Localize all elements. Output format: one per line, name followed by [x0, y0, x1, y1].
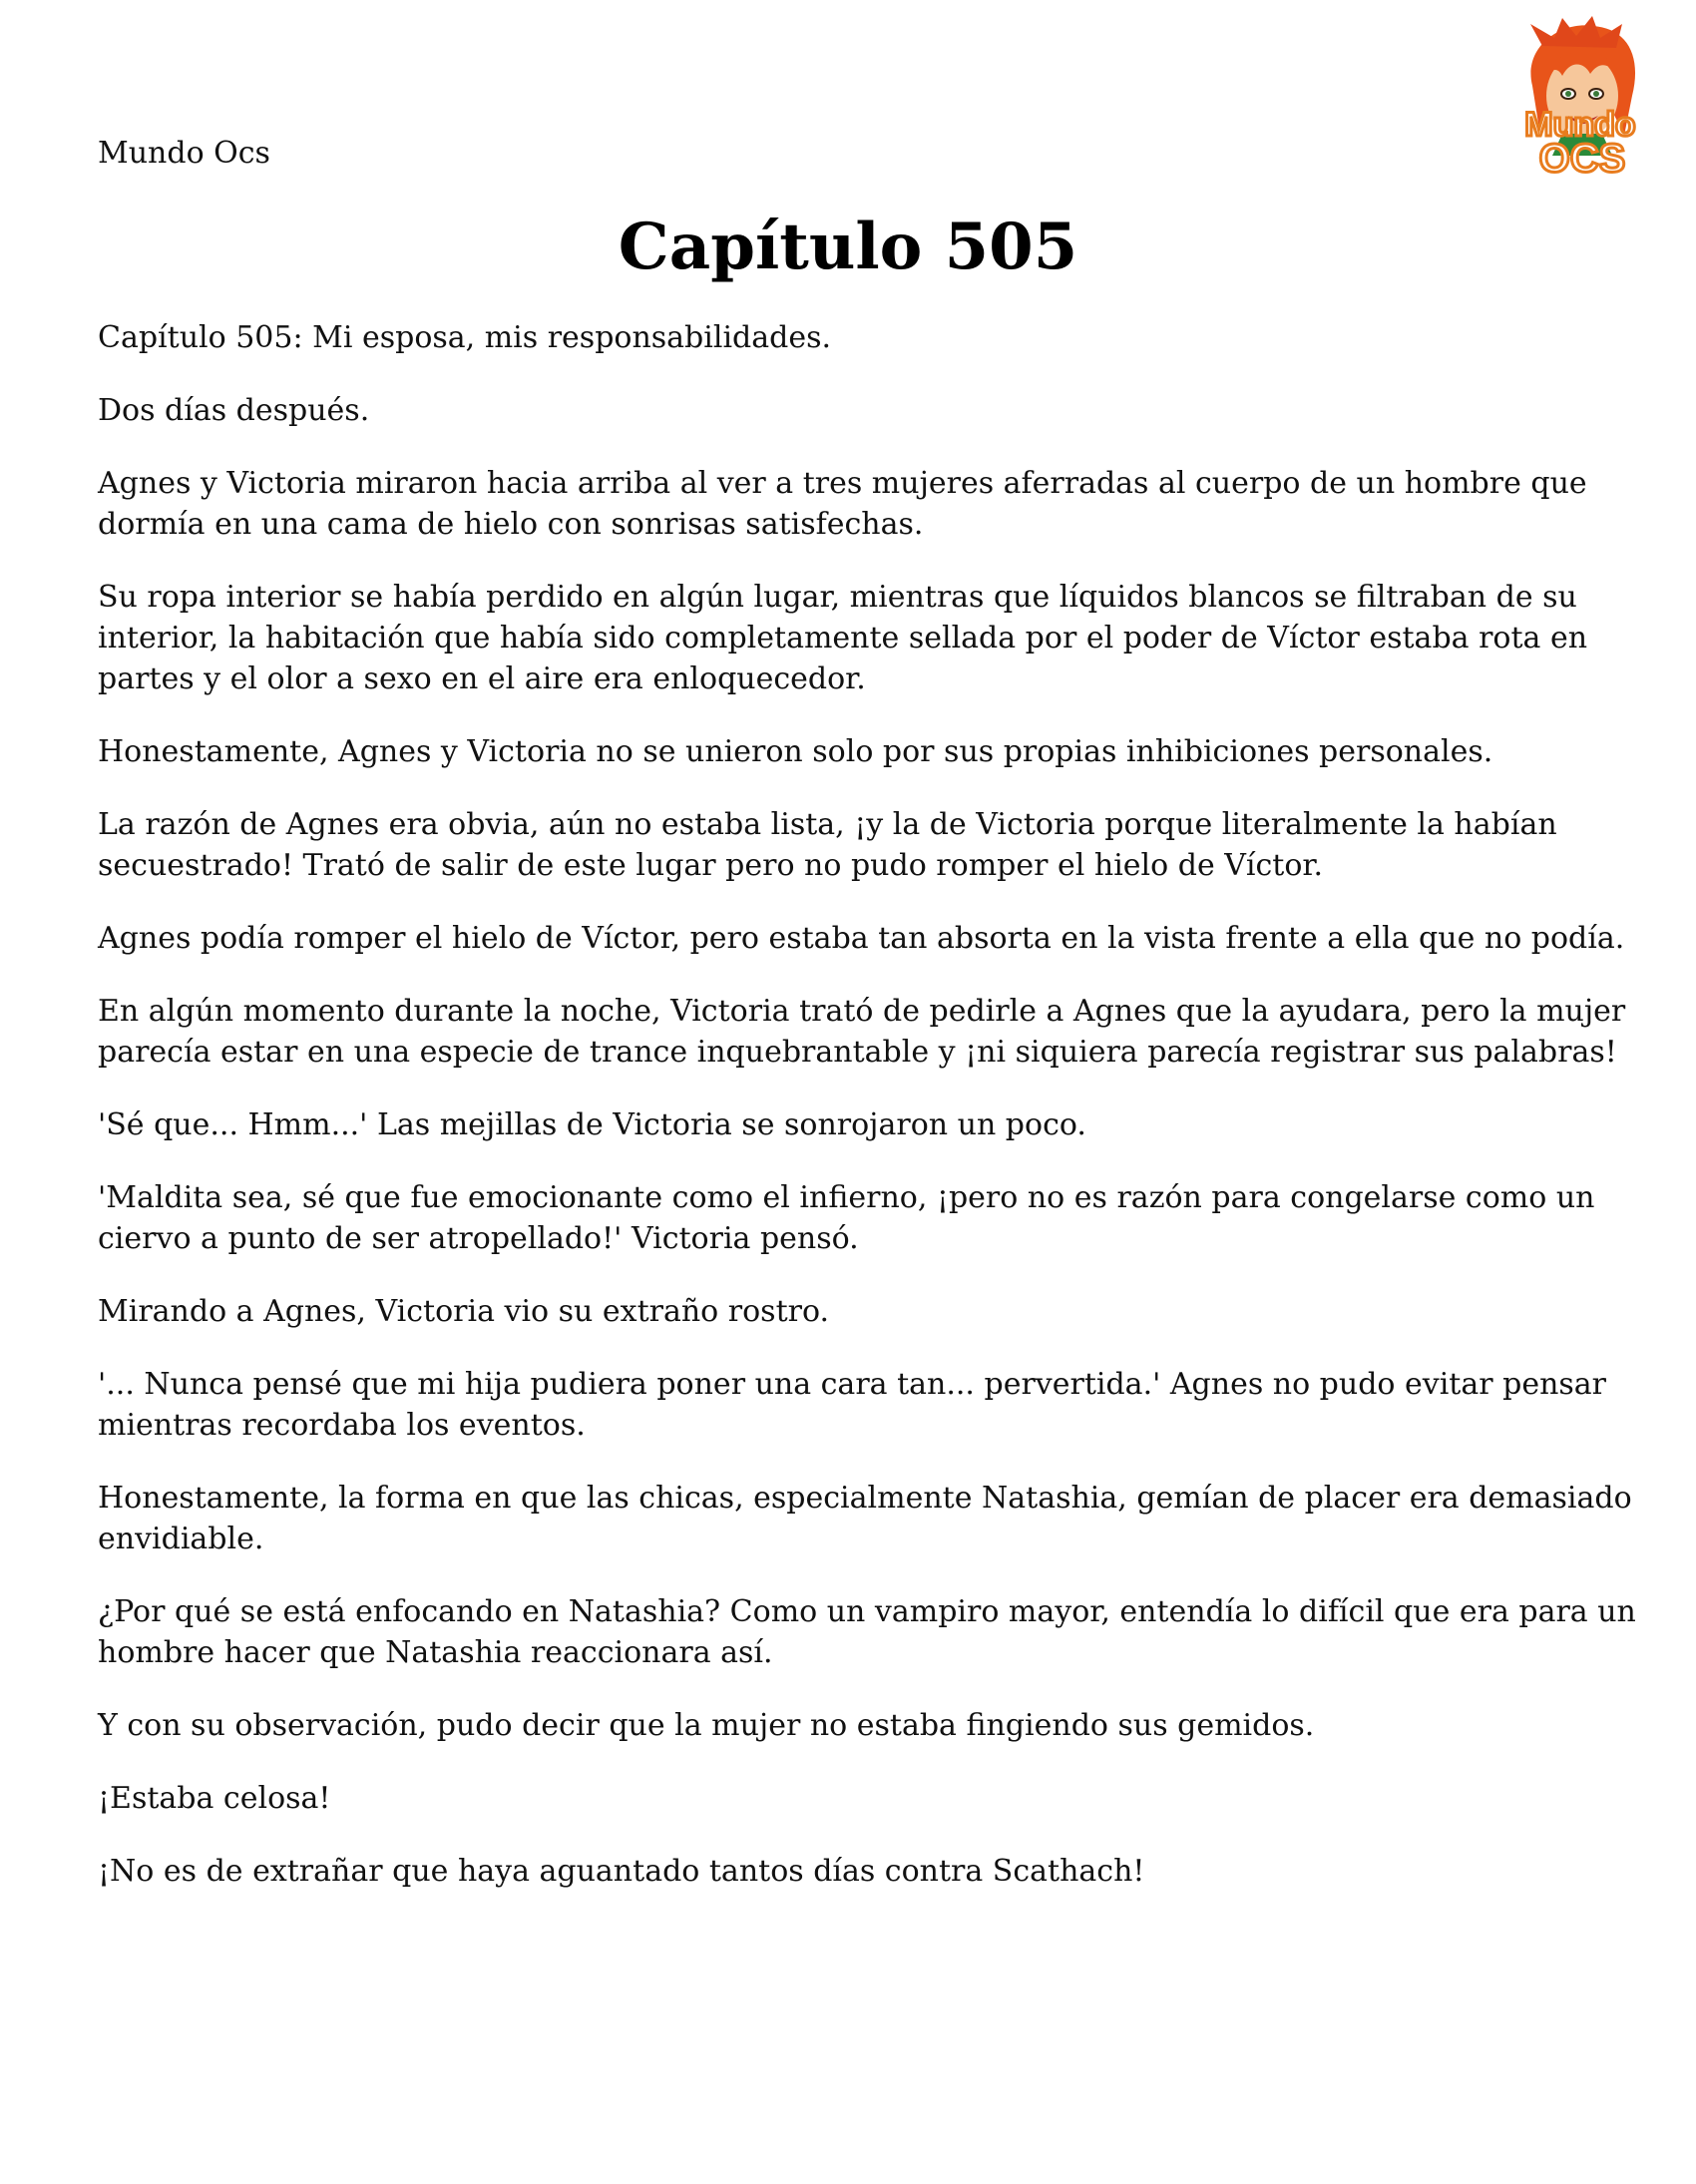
- paragraph: Honestamente, Agnes y Victoria no se unieron solo por sus propias inhibiciones personales.: [98, 734, 1493, 769]
- logo-text-line2: OCS: [1538, 137, 1626, 181]
- mundo-ocs-logo: [1492, 16, 1668, 192]
- paragraph: Capítulo 505: Mi esposa, mis responsabilidades.: [98, 320, 832, 355]
- paragraph: Mirando a Agnes, Victoria vio su extraño rostro.: [98, 1294, 830, 1329]
- paragraph: La razón de Agnes era obvia, aún no estaba lista, ¡y la de Victoria porque literalmente la habían secuestrado! Trató de salir de este lugar pero no pudo romper el hielo de Víctor.: [98, 807, 1557, 883]
- paragraph: 'Maldita sea, sé que fue emocionante como el infierno, ¡pero no es razón para congelarse como un ciervo a punto de ser atropellado!' Victoria pensó.: [98, 1180, 1595, 1256]
- logo-text-line1: Mundo: [1524, 106, 1636, 144]
- paragraph: Dos días después.: [98, 393, 370, 428]
- paragraph: Agnes podía romper el hielo de Víctor, pero estaba tan absorta en la vista frente a ella que no podía.: [98, 921, 1625, 956]
- paragraph: Honestamente, la forma en que las chicas, especialmente Natashia, gemían de placer era demasiado envidiable.: [98, 1481, 1632, 1556]
- paragraph: En algún momento durante la noche, Victoria trató de pedirle a Agnes que la ayudara, pero la mujer parecía estar en una especie de trance inquebrantable y ¡ni siquiera parecía registrar sus palabras!: [98, 994, 1626, 1070]
- paragraph: Y con su observación, pudo decir que la mujer no estaba fingiendo sus gemidos.: [98, 1708, 1315, 1743]
- chapter-title: Capítulo 505: [618, 210, 1078, 284]
- paragraph: 'Sé que... Hmm...' Las mejillas de Victoria se sonrojaron un poco.: [98, 1107, 1086, 1142]
- site-name: Mundo Ocs: [98, 136, 270, 171]
- paragraph: ¡Estaba celosa!: [98, 1781, 331, 1816]
- chapter-body: [98, 317, 1638, 1924]
- paragraph: Agnes y Victoria miraron hacia arriba al ver a tres mujeres aferradas al cuerpo de un hombre que dormía en una cama de hielo con sonrisas satisfechas.: [98, 466, 1587, 542]
- paragraph: Su ropa interior se había perdido en algún lugar, mientras que líquidos blancos se filtraban de su interior, la habitación que había sido completamente sellada por el poder de Víctor estaba rota en partes y el olor a sexo en el aire era enloquecedor.: [98, 580, 1588, 696]
- paragraph: ¿Por qué se está enfocando en Natashia? Como un vampiro mayor, entendía lo difícil que era para un hombre hacer que Natashia reaccionara así.: [98, 1594, 1636, 1670]
- paragraph: '... Nunca pensé que mi hija pudiera poner una cara tan... pervertida.' Agnes no pudo evitar pensar mientras recordaba los eventos.: [98, 1367, 1607, 1443]
- paragraph: ¡No es de extrañar que haya aguantado tantos días contra Scathach!: [98, 1854, 1145, 1889]
